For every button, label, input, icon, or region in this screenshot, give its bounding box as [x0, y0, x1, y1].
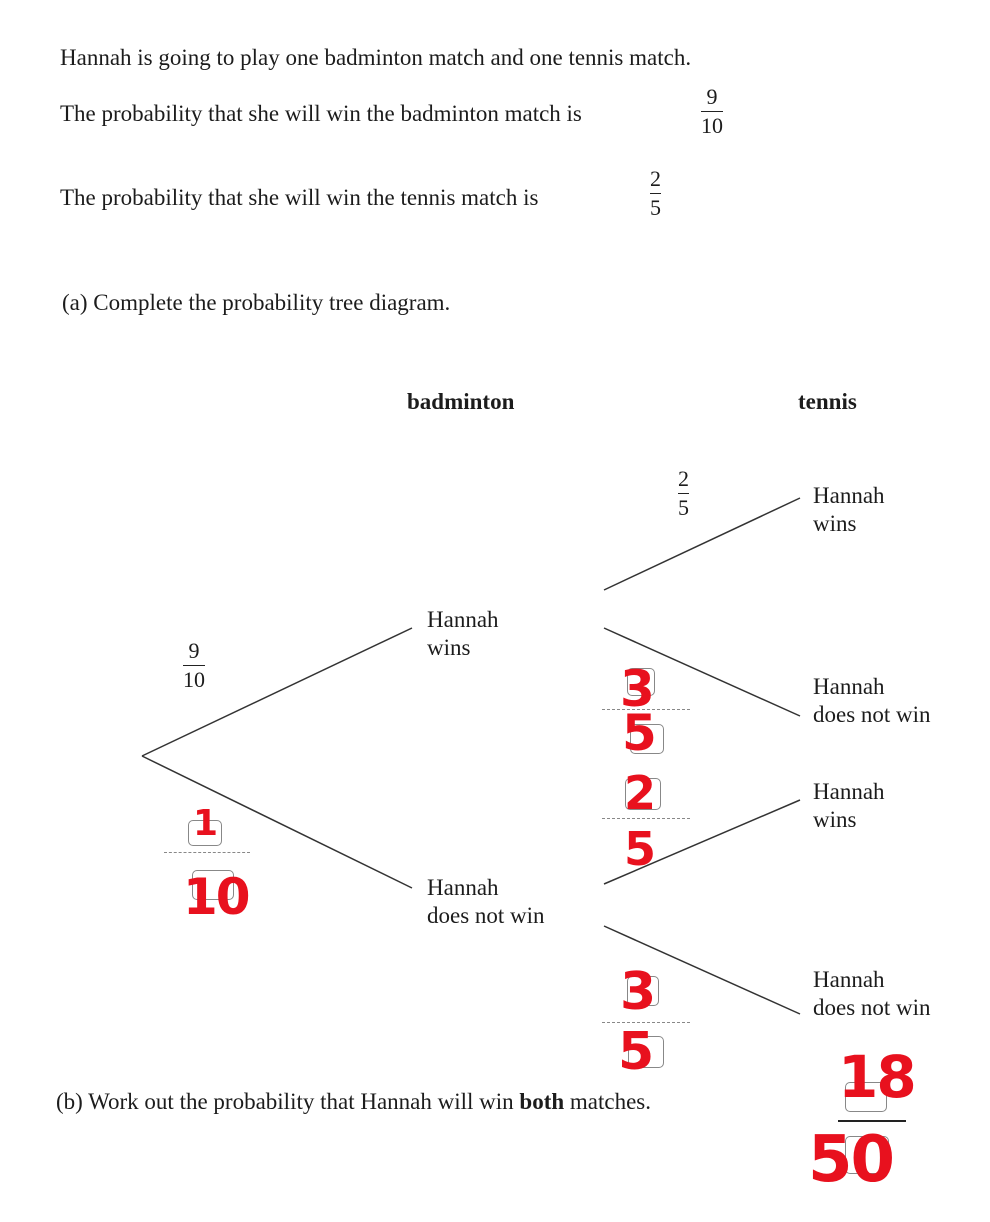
part-b-label	[56, 1088, 651, 1116]
tennis-prob-numerator: 2	[650, 166, 661, 191]
node-line: wins	[813, 511, 857, 537]
node-tennis-lose-2	[813, 966, 931, 1022]
tennis-prob-text: The probability that she will win the tennis match is	[60, 185, 539, 210]
branch-prob-badminton-win	[183, 640, 205, 691]
branch-numerator: 9	[188, 638, 200, 663]
node-line: Hannah	[813, 967, 885, 992]
node-line: Hannah	[813, 779, 885, 804]
node-line: does not win	[427, 903, 545, 929]
node-tennis-lose-1	[813, 673, 931, 729]
tree-header-tennis: tennis	[798, 389, 857, 414]
part-b-suffix: matches.	[569, 1089, 652, 1114]
fraction-bar	[678, 493, 689, 494]
part-b-prefix: (b) Work out the probability that Hannah will win	[56, 1089, 514, 1114]
part-a-label: (a) Complete the probability tree diagram.	[62, 290, 451, 315]
handwritten-win-lose-tennis-numerator: 3	[620, 660, 653, 718]
badminton-prob-numerator: 9	[706, 84, 718, 109]
node-tennis-win-1	[813, 482, 885, 538]
fraction-bar	[183, 665, 205, 666]
branch-denominator: 10	[183, 667, 205, 692]
handwritten-lose-win-tennis-denominator: 5	[624, 822, 655, 876]
handwritten-win-lose-tennis-denominator: 5	[622, 704, 655, 762]
node-tennis-win-2	[813, 778, 885, 834]
node-badminton-lose	[427, 874, 545, 930]
node-line: Hannah	[813, 483, 885, 508]
branch-numerator: 2	[678, 466, 689, 491]
branch-win-win	[604, 495, 800, 590]
question-intro: Hannah is going to play one badminton match and one tennis match.	[60, 45, 692, 70]
tennis-prob-denominator: 5	[650, 195, 661, 220]
node-line: Hannah	[427, 875, 499, 900]
handwritten-answer-numerator: 18	[838, 1043, 915, 1111]
answer-dashed-line	[164, 852, 250, 853]
answer-fraction-bar	[838, 1120, 906, 1122]
node-line: wins	[427, 635, 471, 661]
badminton-prob-text: The probability that she will win the badminton match is	[60, 101, 582, 126]
handwritten-lose-badminton-numerator: 1	[193, 803, 217, 844]
handwritten-lose-badminton-denominator: 10	[183, 868, 249, 926]
node-line: Hannah	[427, 607, 499, 632]
node-line: Hannah	[813, 674, 885, 699]
branch-denominator: 5	[678, 495, 689, 520]
branch-prob-tennis-win	[678, 468, 689, 519]
node-line: wins	[813, 807, 857, 833]
handwritten-answer-denominator: 50	[808, 1123, 894, 1197]
node-line: does not win	[813, 995, 931, 1021]
node-badminton-win	[427, 606, 499, 662]
handwritten-lose-win-tennis-numerator: 2	[624, 766, 655, 820]
node-line: does not win	[813, 702, 931, 728]
handwritten-lose-lose-tennis-numerator: 3	[620, 962, 655, 1022]
tree-header-badminton: badminton	[407, 389, 515, 414]
handwritten-lose-lose-tennis-denominator: 5	[618, 1022, 653, 1082]
badminton-prob-denominator: 10	[701, 113, 723, 138]
part-b-bold-word: both	[519, 1089, 565, 1114]
